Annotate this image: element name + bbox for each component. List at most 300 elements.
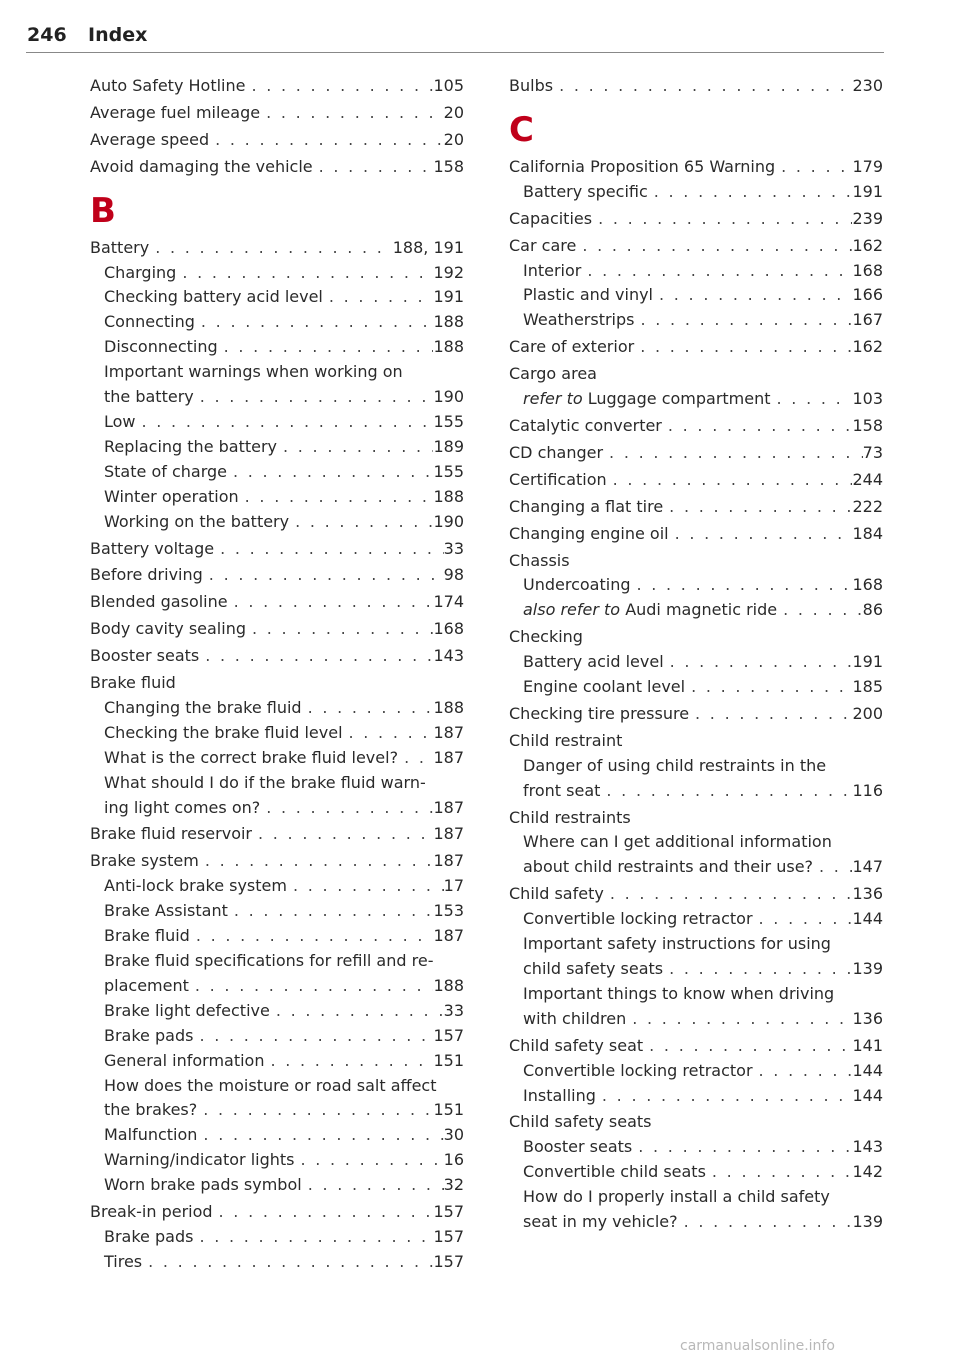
index-subentry xyxy=(523,387,883,412)
entry-term-text: General information xyxy=(104,1050,265,1070)
entry-term-text: Brake Assistant xyxy=(104,901,228,921)
entry-term-text: Checking tire pressure xyxy=(509,703,690,723)
dot-leader xyxy=(176,261,433,286)
entry-term xyxy=(509,74,553,99)
entry-term xyxy=(523,1059,753,1084)
entry-term-text: Average fuel mileage xyxy=(90,102,261,122)
index-subentry xyxy=(104,1123,464,1148)
index-subentry xyxy=(104,1098,464,1123)
index-subentry xyxy=(523,573,883,598)
entry-term xyxy=(509,495,663,520)
entry-term-text: Auto Safety Hotline xyxy=(90,76,246,95)
entry-term xyxy=(104,924,190,949)
index-subentry xyxy=(104,696,464,721)
entry-term-text: Booster seats xyxy=(523,1137,633,1157)
entry-term-text: Changing the brake fluid xyxy=(104,697,302,717)
page-number-ref: 200 xyxy=(852,703,883,723)
entry-term-text: Child safety xyxy=(509,884,604,904)
page-number-ref: 187 xyxy=(433,851,464,871)
page-number-ref: 73 xyxy=(862,442,883,462)
entry-term xyxy=(523,957,663,982)
dot-leader xyxy=(343,721,434,746)
entry-term-text: with children xyxy=(523,1008,627,1028)
entry-term xyxy=(509,234,576,259)
entry-term-text: CD changer xyxy=(509,442,604,462)
page-number-ref: 32 xyxy=(443,1175,464,1195)
entry-term-text: Brake pads xyxy=(104,1226,194,1246)
entry-term-text: Child safety seat xyxy=(509,1035,644,1055)
dot-leader xyxy=(195,310,434,335)
index-continuation: Important safety instructions for using xyxy=(523,934,831,954)
entry-term-text: Battery acid level xyxy=(523,652,664,672)
page-number-ref: 143 xyxy=(852,1137,883,1157)
page-number-ref: 187 xyxy=(433,797,464,817)
index-subentry xyxy=(523,907,883,932)
page-number-ref: 162 xyxy=(852,337,883,357)
dot-leader xyxy=(239,485,434,510)
entry-term xyxy=(104,1173,302,1198)
entry-term xyxy=(104,285,323,310)
entry-crossref: also refer to xyxy=(523,600,621,620)
dot-leader xyxy=(777,598,863,623)
page-number-ref: 157 xyxy=(433,1025,464,1045)
entry-term-text: Replacing the battery xyxy=(104,436,278,456)
entry-term-text: Brake fluid xyxy=(104,926,190,946)
index-heading: Brake fluid xyxy=(90,673,176,693)
entry-term xyxy=(523,180,648,205)
entry-term-text: Changing engine oil xyxy=(509,523,669,543)
entry-term-text: Convertible locking retractor xyxy=(523,1060,753,1080)
entry-term xyxy=(104,1225,193,1250)
dot-leader xyxy=(264,1049,433,1074)
index-continuation: Important warnings when working on xyxy=(104,362,403,382)
entry-term xyxy=(90,590,228,615)
entry-term-text: front seat xyxy=(523,780,601,800)
page-number-ref: 20 xyxy=(443,102,464,122)
entry-term-text: Working on the battery xyxy=(104,511,290,531)
entry-term xyxy=(523,1160,706,1185)
entry-term xyxy=(90,849,199,874)
dot-leader xyxy=(663,957,852,982)
index-subentry xyxy=(523,1059,883,1084)
index-subentry xyxy=(104,460,464,485)
index-entry xyxy=(90,590,464,615)
entry-term-text: Battery specific xyxy=(523,181,648,201)
entry-term-text: Blended gasoline xyxy=(90,592,228,612)
page-number-ref: 230 xyxy=(852,76,883,95)
dot-leader xyxy=(607,468,853,493)
page-number-ref: 153 xyxy=(433,901,464,921)
entry-term xyxy=(104,335,218,360)
entry-term-text: Engine coolant level xyxy=(523,677,686,697)
dot-leader xyxy=(664,650,853,675)
page-number-ref: 98 xyxy=(443,565,464,585)
page-number-ref: 158 xyxy=(433,156,464,176)
entry-term-text: Malfunction xyxy=(104,1125,198,1145)
index-entry xyxy=(509,414,883,439)
page-number-ref: 184 xyxy=(852,523,883,543)
page-number-ref: 190 xyxy=(433,387,464,407)
dot-leader xyxy=(190,924,434,949)
index-subentry xyxy=(104,899,464,924)
index-subentry xyxy=(523,308,883,333)
page-number-ref: 147 xyxy=(852,857,883,877)
entry-term xyxy=(90,644,199,669)
page-number-ref: 187 xyxy=(433,722,464,742)
entry-term-text: Catalytic converter xyxy=(509,415,662,435)
entry-term xyxy=(90,236,149,261)
dot-leader xyxy=(813,855,852,880)
entry-term-text: State of charge xyxy=(104,461,227,481)
entry-term-text: the battery xyxy=(104,387,194,407)
page-number-ref: 190 xyxy=(433,511,464,531)
entry-term xyxy=(104,485,239,510)
dot-leader xyxy=(302,696,434,721)
entry-term-text: Weatherstrips xyxy=(523,310,635,330)
index-subentry xyxy=(523,1084,883,1109)
index-subentry xyxy=(104,285,464,310)
page-number-ref: 189 xyxy=(433,436,464,456)
dot-leader xyxy=(663,495,852,520)
entry-crossref: refer to xyxy=(523,389,583,409)
page-number-ref: 168 xyxy=(852,260,883,280)
index-entry xyxy=(509,74,883,99)
dot-leader xyxy=(227,460,433,485)
entry-term xyxy=(509,468,607,493)
entry-term xyxy=(104,385,194,410)
page-number-ref: 144 xyxy=(852,1060,883,1080)
entry-term xyxy=(104,721,343,746)
entry-term xyxy=(523,650,664,675)
dot-leader xyxy=(302,1173,444,1198)
index-subentry xyxy=(104,746,464,771)
dot-leader xyxy=(706,1160,853,1185)
index-entry xyxy=(509,468,883,493)
entry-term-text: Audi magnetic ride xyxy=(625,600,778,620)
entry-term-text: Checking the brake fluid level xyxy=(104,722,343,742)
entry-term-text: Changing a flat tire xyxy=(509,496,664,516)
index-entry xyxy=(509,1034,883,1059)
index-column-right xyxy=(509,74,883,1235)
entry-term xyxy=(104,874,287,899)
dot-leader xyxy=(771,387,853,412)
page-number-ref: 116 xyxy=(852,780,883,800)
dot-leader xyxy=(245,74,433,99)
index-entry xyxy=(509,234,883,259)
entry-term xyxy=(523,283,653,308)
page-number-ref: 162 xyxy=(852,235,883,255)
entry-term-text: Battery voltage xyxy=(90,538,215,558)
index-entry xyxy=(90,236,464,261)
dot-leader xyxy=(592,207,852,232)
entry-term-text: Plastic and vinyl xyxy=(523,285,653,305)
index-continuation: Danger of using child restraints in the xyxy=(523,755,827,775)
dot-leader xyxy=(142,1250,433,1275)
index-heading: Child restraints xyxy=(509,807,631,827)
entry-term xyxy=(509,155,775,180)
entry-term xyxy=(90,617,246,642)
dot-leader xyxy=(600,779,852,804)
section-letter: C xyxy=(509,109,534,150)
entry-term-text: Brake system xyxy=(90,851,199,871)
index-subentry xyxy=(104,410,464,435)
page-number-ref: 244 xyxy=(852,469,883,489)
index-subentry xyxy=(523,283,883,308)
page-number-ref: 167 xyxy=(852,310,883,330)
dot-leader xyxy=(193,1225,433,1250)
index-subentry xyxy=(523,180,883,205)
entry-term xyxy=(90,128,209,153)
dot-leader xyxy=(669,522,853,547)
entry-term-text: ing light comes on? xyxy=(104,797,261,817)
page-number-ref: 144 xyxy=(852,1085,883,1105)
page-number-ref: 136 xyxy=(852,884,883,904)
page-number-ref: 142 xyxy=(852,1162,883,1182)
entry-term xyxy=(509,882,604,907)
index-subentry xyxy=(104,1225,464,1250)
entry-term xyxy=(104,796,260,821)
entry-term-text: Before driving xyxy=(90,565,203,585)
index-entry xyxy=(90,537,464,562)
page-number-ref: 191 xyxy=(852,181,883,201)
index-entry xyxy=(90,1200,464,1225)
entry-term-text: Low xyxy=(104,411,136,431)
index-column-left xyxy=(90,74,464,1275)
page-number-ref: 157 xyxy=(433,1251,464,1271)
dot-leader xyxy=(270,999,444,1024)
page-number-ref: 144 xyxy=(852,909,883,929)
entry-term-text: Bulbs xyxy=(509,76,554,95)
dot-leader xyxy=(648,180,853,205)
entry-term xyxy=(104,435,277,460)
dot-leader xyxy=(603,441,863,466)
page-number-ref: 188, 191 xyxy=(392,237,464,257)
index-entry xyxy=(509,522,883,547)
dot-leader xyxy=(753,1059,853,1084)
dot-leader xyxy=(277,435,433,460)
entry-term xyxy=(523,573,630,598)
index-subentry xyxy=(104,721,464,746)
entry-term-text: Booster seats xyxy=(90,646,200,666)
entry-term-text: Connecting xyxy=(104,312,195,332)
dot-leader xyxy=(228,899,434,924)
entry-term-text: Undercoating xyxy=(523,575,631,595)
page-number-ref: 151 xyxy=(433,1050,464,1070)
page-number-ref: 188 xyxy=(433,486,464,506)
page-number-ref: 187 xyxy=(433,926,464,946)
dot-leader xyxy=(634,335,852,360)
index-subentry xyxy=(104,335,464,360)
index-subentry xyxy=(104,796,464,821)
dot-leader xyxy=(136,410,434,435)
entry-term-text: Body cavity sealing xyxy=(90,619,246,639)
index-entry xyxy=(90,644,464,669)
page-number-ref: 155 xyxy=(433,411,464,431)
entry-term-text: about child restraints and their use? xyxy=(523,857,814,877)
dot-leader xyxy=(689,702,852,727)
dot-leader xyxy=(197,1123,443,1148)
entry-term xyxy=(509,522,669,547)
page-number-ref: 143 xyxy=(433,646,464,666)
entry-term xyxy=(523,907,753,932)
index-heading: Child restraint xyxy=(509,730,623,750)
entry-term-text: Brake fluid reservoir xyxy=(90,824,252,844)
index-subentry xyxy=(104,485,464,510)
entry-term xyxy=(509,1034,643,1059)
dot-leader xyxy=(260,101,444,126)
entry-term xyxy=(104,1024,193,1049)
entry-term-text: Break-in period xyxy=(90,1202,213,1222)
entry-term-text: What is the correct brake fluid level? xyxy=(104,747,399,767)
entry-term-text: Avoid damaging the vehicle xyxy=(90,156,313,176)
index-subentry xyxy=(104,385,464,410)
entry-term xyxy=(104,899,228,924)
index-entry xyxy=(90,822,464,847)
index-entry xyxy=(509,882,883,907)
dot-leader xyxy=(398,746,433,771)
page-number-ref: 168 xyxy=(433,619,464,639)
index-subentry xyxy=(104,435,464,460)
index-entry xyxy=(90,128,464,153)
dot-leader xyxy=(193,1024,433,1049)
section-title: Index xyxy=(88,24,148,46)
dot-leader xyxy=(287,874,444,899)
page-number-ref: 139 xyxy=(852,959,883,978)
page-number-ref: 222 xyxy=(852,496,883,516)
entry-term xyxy=(104,696,302,721)
dot-leader xyxy=(630,573,852,598)
page-number-ref: 105 xyxy=(433,76,464,95)
entry-term xyxy=(90,155,313,180)
entry-term xyxy=(523,1210,678,1235)
page-number-ref: 136 xyxy=(852,1008,883,1028)
entry-term-text: Average speed xyxy=(90,129,210,149)
entry-term xyxy=(104,261,176,286)
index-subentry xyxy=(523,779,883,804)
index-subentry xyxy=(104,1049,464,1074)
entry-term xyxy=(90,101,260,126)
index-subentry xyxy=(104,261,464,286)
index-subentry xyxy=(523,855,883,880)
entry-term-text: Anti-lock brake system xyxy=(104,876,287,896)
page-number-ref: 191 xyxy=(433,287,464,307)
entry-term-text: Certification xyxy=(509,469,607,489)
entry-term-text: Winter operation xyxy=(104,486,239,506)
dot-leader xyxy=(313,155,434,180)
dot-leader xyxy=(596,1084,853,1109)
entry-term xyxy=(104,1123,197,1148)
dot-leader xyxy=(199,849,434,874)
index-entry xyxy=(509,207,883,232)
page-number-ref: 192 xyxy=(433,262,464,282)
index-entry xyxy=(509,155,883,180)
page-number-ref: 179 xyxy=(852,156,883,176)
dot-leader xyxy=(581,259,852,284)
dot-leader xyxy=(189,974,434,999)
dot-leader xyxy=(149,236,393,261)
index-entry xyxy=(90,563,464,588)
index-continuation: Brake fluid specifications for refill and re- xyxy=(104,951,434,970)
dot-leader xyxy=(289,510,433,535)
entry-term xyxy=(90,822,252,847)
page-number-ref: 103 xyxy=(852,389,883,409)
entry-term-text: Convertible locking retractor xyxy=(523,909,753,929)
dot-leader xyxy=(194,385,434,410)
entry-term xyxy=(90,563,203,588)
entry-term-text: Worn brake pads symbol xyxy=(104,1175,302,1195)
dot-leader xyxy=(662,414,853,439)
index-entry xyxy=(90,155,464,180)
entry-term xyxy=(509,207,592,232)
dot-leader xyxy=(678,1210,853,1235)
entry-term xyxy=(104,310,195,335)
entry-term xyxy=(104,410,136,435)
entry-term-text: Car care xyxy=(509,235,577,255)
entry-term-text: Interior xyxy=(523,260,582,280)
index-subentry xyxy=(104,999,464,1024)
entry-term xyxy=(104,999,270,1024)
dot-leader xyxy=(228,590,434,615)
index-subentry xyxy=(523,259,883,284)
page-number-ref: 86 xyxy=(862,600,883,620)
index-continuation: How do I properly install a child safety xyxy=(523,1187,830,1207)
page-header xyxy=(26,22,884,53)
index-continuation: How does the moisture or road salt affect xyxy=(104,1075,437,1095)
page-number-ref: 174 xyxy=(433,592,464,612)
entry-term-text: child safety seats xyxy=(523,959,664,978)
dot-leader xyxy=(775,155,852,180)
index-entry xyxy=(90,74,464,99)
entry-term-text: California Proposition 65 Warning xyxy=(509,156,776,176)
entry-term-text: Charging xyxy=(104,262,177,282)
page-number-ref: 187 xyxy=(433,747,464,767)
entry-term-text: Brake pads xyxy=(104,1025,194,1045)
entry-term xyxy=(90,537,214,562)
index-subentry xyxy=(104,1148,464,1173)
page-number-ref: 139 xyxy=(852,1212,883,1232)
entry-term-text: Tires xyxy=(104,1251,143,1271)
page-number-ref: 185 xyxy=(852,677,883,697)
page-number-ref: 188 xyxy=(433,697,464,717)
entry-term xyxy=(523,779,600,804)
page-number-ref: 188 xyxy=(433,337,464,357)
entry-term-text: Battery xyxy=(90,237,150,257)
entry-term xyxy=(523,598,777,623)
page-number-ref: 155 xyxy=(433,461,464,481)
index-entry xyxy=(509,702,883,727)
dot-leader xyxy=(643,1034,852,1059)
page-number: 246 xyxy=(27,24,67,46)
entry-term-text: the brakes? xyxy=(104,1100,198,1120)
dot-leader xyxy=(553,74,852,99)
index-heading: Chassis xyxy=(509,550,570,570)
dot-leader xyxy=(653,283,852,308)
entry-term xyxy=(509,441,603,466)
page-number-ref: 20 xyxy=(443,129,464,149)
entry-term-text: Capacities xyxy=(509,208,593,228)
entry-term xyxy=(523,259,581,284)
dot-leader xyxy=(199,644,433,669)
index-subentry xyxy=(523,650,883,675)
entry-term-text: Checking battery acid level xyxy=(104,287,323,307)
entry-term xyxy=(509,335,634,360)
index-heading: Child safety seats xyxy=(509,1112,652,1132)
page-number-ref: 151 xyxy=(433,1100,464,1120)
index-subentry xyxy=(104,1173,464,1198)
entry-term xyxy=(104,746,398,771)
entry-term xyxy=(90,1200,213,1225)
dot-leader xyxy=(246,617,433,642)
